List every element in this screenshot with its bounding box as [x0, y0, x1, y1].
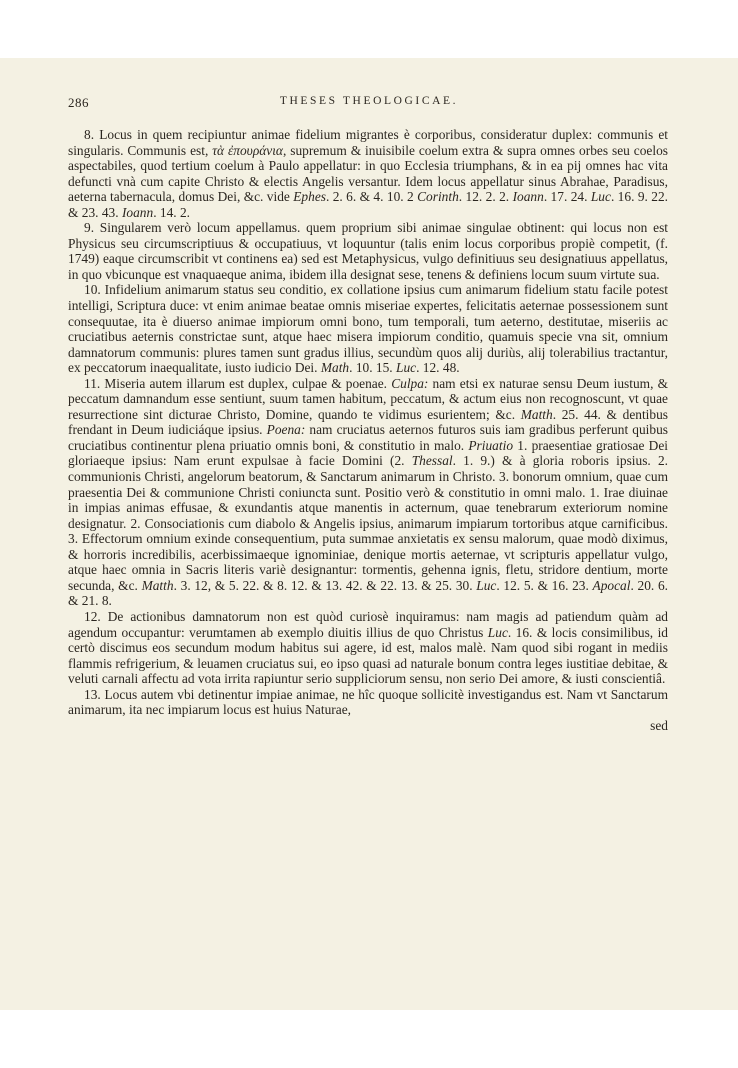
text-run: 1. praesentiae gratiosae Dei gloriaeque ipsius: Nam erunt expulsae à facie Domini (2.: [68, 437, 668, 469]
text-run: 13. Locus autem vbi detinentur impiae animae, ne hîc quoque sollicitè investigandus est. Nam vt Sanctarum animarum, ita nec impiarum locus est huius Naturae,: [68, 686, 668, 718]
citation-italic: Thessal: [411, 453, 453, 469]
text-run: . 14. 2.: [153, 204, 191, 220]
paragraph-11: [68, 376, 668, 609]
text-run: 10. Infidelium animarum status seu conditio, ex collatione ipsius cum animarum fidelium statu facile potest intelligi, Scriptura duce: vt enim animae beatae omnis miseriae expertes, felicitatis aeternae possessionem sunt consequutae, ita è diuerso animae impiorum omni bono, tum temporali, tum aeterno, destitutae, miseriis ac cruciatibus aeternis constrictae sunt, atque haec misera impiorum conditio, quamuis specie vna sit, omnium damnatorum communis: plures tamen sunt gradus illius, secundùm quos alij duriùs, alij tolerabilius tractantur, ex peccatorum inaequalitate, iusto iudicio Dei.: [68, 282, 668, 376]
citation-italic: Corinth: [417, 189, 459, 205]
text-run: . 16. 9. 22. & 23. 43.: [68, 189, 669, 220]
text-run: . 10. 15.: [349, 360, 396, 376]
citation-italic: Luc: [590, 189, 611, 205]
citation-italic: Ioann: [512, 189, 544, 205]
text-run: . 1. 9.) & à gloria roboris ipsius. 2. communionis Christi, angelorum beatorum, & Sanctarum animarum in Christo. 3. bonorum omnium, quae cum praesentia Dei & communione Christi coniuncta sunt. Positio verò & constitutio in omni malo. 1. Irae diuinae in impias animas effusae, & exundantis atque manentis in acternum, quae tenebrarum exteriorum nomine designatur. 2. Consociationis cum diabolo & Angelis ipsius, animarum impiarum tortoribus atque carnificibus. 3. Effectorum omnium exinde consequentium, puta summae anxietatis ex sensu malorum, quae modò diximus, & horroris incredibilis, acerbissimaeque ignominiae, denique mortis aeternae, vt scripturis appellatur vulgo, atque haec omnia in Sacris literis variè designantur: tormentis, gehenna ignis, fletu, stridore dentium, morte secunda, &c.: [68, 453, 668, 593]
citation-italic: Luc: [487, 624, 508, 640]
paragraph-13: [68, 687, 668, 718]
paragraph-8: [68, 127, 668, 220]
citation-italic: Ephes: [293, 189, 326, 205]
text-run: . 12. 48.: [416, 360, 460, 376]
citation-italic: Luc: [476, 577, 497, 593]
citation-italic: Apocal: [592, 577, 631, 593]
text-run: . 2. 6. & 4. 10. 2: [325, 189, 418, 205]
text-run: . 12. 5. & 16. 23.: [496, 577, 593, 593]
text-run: . 16. & locis consimilibus, id certò discimus eos secundum modum habitus sui agere, id est, malos malè. Nam quod sibi rogant in mediis flammis refrigerium, & leuamen cruciatus sui, eo ipso quasi ad naturale bonum contra leges iustitiae debitae, & veluti carnali affectu ad vota irrita rapiuntur serio suppliciorum sensu, non serio Dei amore, & iusti conscientiâ.: [68, 624, 668, 687]
paragraph-10: [68, 282, 668, 375]
citation-italic: Ioann: [121, 204, 154, 220]
paragraph-9: [68, 220, 668, 282]
text-run: . 3. 12, & 5. 22. & 8. 12. & 13. 42. & 22. 13. & 25. 30.: [173, 577, 477, 593]
book-page: [0, 58, 738, 1010]
citation-italic: Luc: [396, 360, 417, 376]
text-run: nam cruciatus aeternos futuros suis iam gradibus perferunt quibus cruciatibus continentur plena priuatio omnis boni, & constitutio in malo.: [68, 422, 668, 453]
text-run: . 20. 6. & 21. 8.: [68, 577, 668, 609]
page-number: 286: [68, 95, 89, 110]
running-title: THESES THEOLOGICAE.: [279, 95, 459, 107]
page-header: [68, 95, 670, 111]
text-run: 11. Miseria autem illarum est duplex, culpae & poenae.: [84, 375, 392, 391]
text-run: 12. De actionibus damnatorum non est quòd curiosè inquiramus: nam magis ad patiendum quàm ad agendum occupantur: verumtamen ab exemplo diuitis illius de quo Christus: [68, 608, 668, 640]
citation-italic: Priuatio: [468, 437, 514, 453]
greek-term: τὰ ἐπουράνια: [212, 142, 283, 158]
text-run: . 25. 44. & dentibus frendant in Deum iudiciáque ipsius.: [68, 406, 669, 438]
text-run: . 12. 2. 2.: [458, 189, 513, 205]
citation-italic: Math: [320, 360, 350, 376]
citation-italic: Poena:: [266, 422, 306, 438]
citation-italic: Matth: [141, 577, 174, 593]
text-run: 9. Singularem verò locum appellamus. quem proprium sibi animae singulae obtinent: qui locus non est Physicus seu circumscriptiuus & occupatiuus, vt loquuntur (talis enim locus corporibus propiè competit, (f. 1749) eaque circumscribit vt continens ea) sed est Metaphysicus, vulgo definitiuus seu designatiuus appellatus, in quo vbicunque est vnaquaeque anima, ibidem illa designat sese, tenens & definiens locum suum virtute sua.: [68, 220, 668, 282]
text-run: 8. Locus in quem recipiuntur animae fidelium migrantes è corporibus, consideratur duplex: communis et singularis. Communis est,: [68, 127, 668, 158]
citation-italic: Culpa:: [391, 375, 429, 391]
paragraph-12: [68, 609, 668, 687]
catchword: sed: [650, 717, 668, 733]
citation-italic: Matth: [520, 406, 553, 422]
text-run: . 17. 24.: [543, 189, 591, 205]
page-body: [68, 127, 668, 733]
text-run: , supremum & inuisibile coelum extra & supra omnes orbes seu coelos aspectabiles, quod tertium coelum à Paulo appellatur: in quo Ecclesia triumphans, & in ea pij omnes hac vita defuncti vnà cum capite Christo & electis Angelis versantur. Idem locus appellatur sinus Abrahae, Paradisus, aeterna tabernacula, domus Dei, &c. vide: [68, 142, 668, 205]
text-run: nam etsi ex naturae sensu Deum iustum, & peccatum damnandum esse sentiunt, suum tamen habitum, peccatum, & actum eius non recognoscunt, vt quae resurrectione sint dicturae Christo, Domine, quando te vidimus esurientem; &c.: [68, 375, 668, 422]
